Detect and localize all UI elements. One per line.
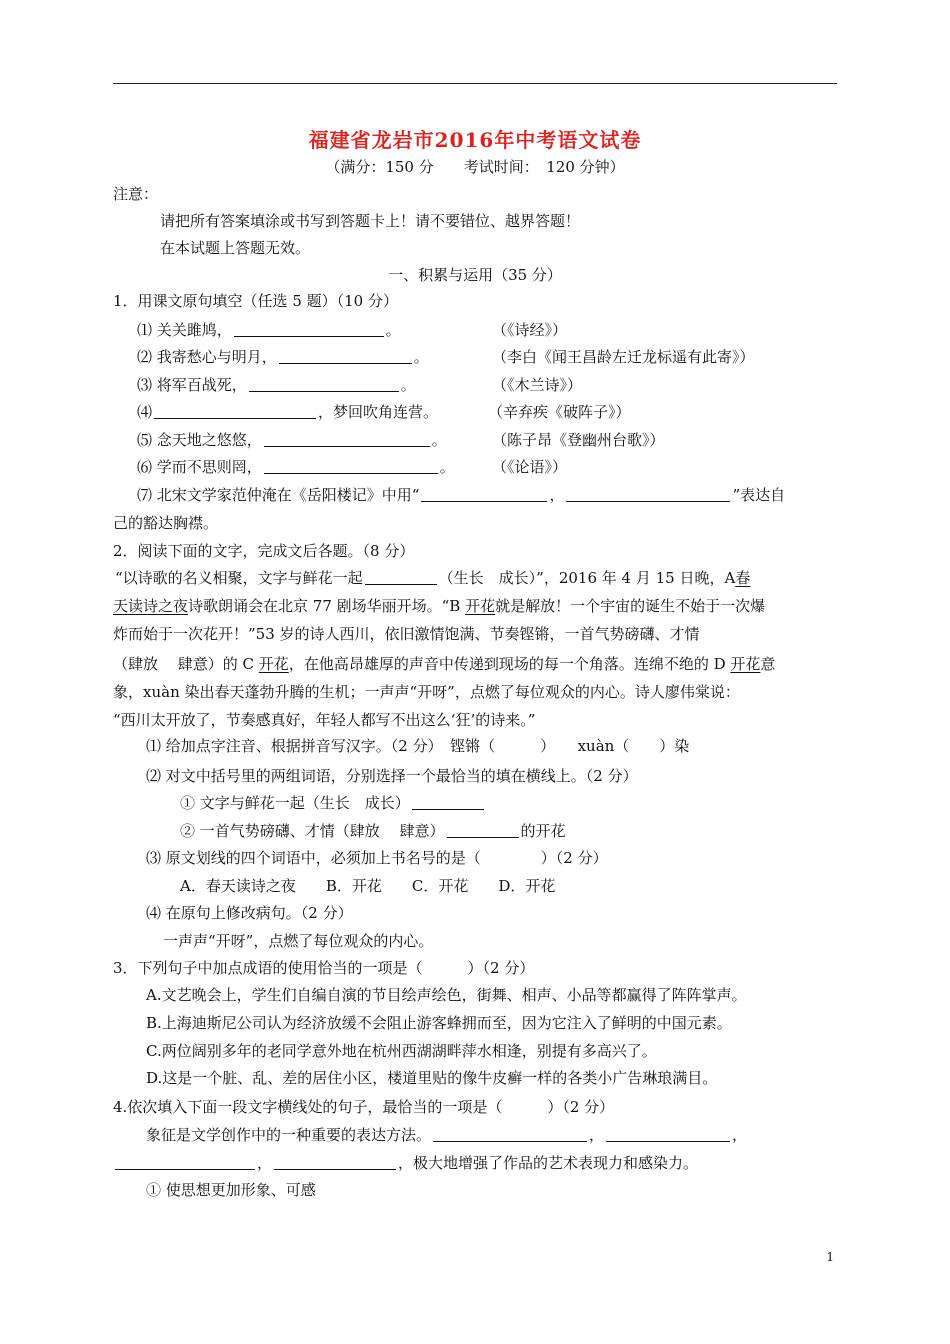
q3-option-d: D.这是一个脏、乱、差的居住小区，楼道里贴的像牛皮癣一样的各类小广告琳琅满目。 bbox=[146, 1069, 718, 1087]
answer-blank[interactable] bbox=[447, 823, 519, 838]
answer-blank[interactable] bbox=[274, 1155, 396, 1170]
q2-para-line-3: 炸而始于一次花开！”53 岁的诗人西川，依旧激情饱满、节奏铿锵，一首气势磅礴、才情 bbox=[113, 625, 700, 643]
header-rule bbox=[113, 83, 837, 84]
exam-info: （满分：150 分 考试时间： 120 分钟） bbox=[325, 158, 625, 176]
q1-item-4: ⑷ ，梦回吹角连营。 bbox=[137, 403, 439, 421]
q1-item-7: ⑺ 北宋文学家范仲淹在《岳阳楼记》中用“ ， ”表达自 bbox=[137, 486, 786, 504]
q2-stem: 2．阅读下面的文字，完成文后各题。（8 分） bbox=[113, 542, 415, 560]
page-title: 福建省龙岩市2016年中考语文试卷 bbox=[308, 128, 642, 152]
q3-stem: 3．下列句子中加点成语的使用恰当的一项是（ ）（2 分） bbox=[113, 959, 535, 977]
answer-blank[interactable] bbox=[264, 432, 430, 447]
notice-label: 注意： bbox=[113, 185, 159, 203]
q2-para-line-6: “西川太开放了，节奏感真好，年轻人都写不出这么‘狂’的诗来。” bbox=[113, 711, 536, 729]
q2-sub-2b: ② 一首气势磅礴、才情（肆放 肆意） 的开花 bbox=[180, 822, 566, 840]
q2-para-line-4: （肆放 肆意）的 C 开花，在他高昂雄厚的声音中传递到现场的每一个角落。连绵不绝的 D 开花意 bbox=[113, 655, 776, 673]
answer-blank[interactable] bbox=[249, 377, 399, 392]
section-1-heading: 一、积累与运用（35 分） bbox=[388, 266, 562, 284]
answer-blank[interactable] bbox=[421, 487, 547, 502]
q4-stem: 4.依次填入下面一段文字横线处的句子，最恰当的一项是（ ）（2 分） bbox=[113, 1098, 615, 1116]
q1-item-7-cont: 己的豁达胸襟。 bbox=[113, 514, 219, 532]
answer-blank[interactable] bbox=[234, 322, 384, 337]
q1-stem: 1．用课文原句填空（任选 5 题）（10 分） bbox=[113, 292, 398, 310]
notice-line-1: 请把所有答案填涂或书写到答题卡上！请不要错位、越界答题！ bbox=[160, 212, 581, 230]
q1-item-1-source: （《诗经》） bbox=[492, 321, 568, 339]
q4-text-line-2: ， ，极大地增强了作品的艺术表现力和感染力。 bbox=[113, 1153, 698, 1173]
q1-item-3-source: （《木兰诗》） bbox=[492, 376, 583, 394]
notice-line-2: 在本试题上答题无效。 bbox=[160, 239, 311, 257]
q1-item-5: ⑸ 念天地之悠悠， 。 bbox=[137, 431, 447, 449]
answer-blank[interactable] bbox=[264, 459, 438, 474]
q4-text-line-1: 象征是文学创作中的一种重要的表达方法。 ， ， bbox=[146, 1126, 748, 1144]
q1-item-2-source: （李白《闻王昌龄左迁龙标遥有此寄》） bbox=[492, 348, 755, 366]
q2-para-line-2: 天读诗之夜诗歌朗诵会在北京 77 剧场华丽开场。“B 开花就是解放！一个宇宙的诞生不始于一次爆 bbox=[113, 597, 766, 615]
q2-para-line-1: “以诗歌的名义相聚，文字与鲜花一起 （生长 成长）”，2016 年 4 月 15 日晚，A春 bbox=[115, 569, 751, 587]
answer-blank[interactable] bbox=[279, 349, 412, 364]
q3-option-c: C.两位阔别多年的老同学意外地在杭州西湖湖畔萍水相逢，别提有多高兴了。 bbox=[146, 1042, 657, 1060]
q2-sub-1: ⑴ 给加点字注音、根据拼音写汉字。（2 分） 铿锵（ ） xuàn（ ）染 bbox=[146, 737, 690, 755]
q3-option-a: A.文艺晚会上，学生们自编自演的节目绘声绘色，街舞、相声、小品等都赢得了阵阵掌声。 bbox=[146, 986, 747, 1004]
page-number: 1 bbox=[826, 1250, 834, 1264]
q1-item-4-source: （辛弃疾《破阵子》） bbox=[488, 403, 631, 421]
answer-blank[interactable] bbox=[412, 795, 484, 810]
answer-blank[interactable] bbox=[115, 1155, 255, 1170]
answer-blank[interactable] bbox=[365, 570, 437, 585]
q2-para-line-5: 象，xuàn 染出春天蓬勃升腾的生机；一声声“开呀”，点燃了每位观众的内心。诗人廖伟棠说： bbox=[113, 683, 740, 701]
q2-sub-3: ⑶ 原文划线的四个词语中，必须加上书名号的是（ ）（2 分） bbox=[146, 849, 608, 867]
q1-item-6: ⑹ 学而不思则罔， 。 bbox=[137, 458, 455, 476]
q2-sub-4-text: 一声声“开呀”，点燃了每位观众的内心。 bbox=[163, 932, 434, 950]
q4-option-1: ① 使思想更加形象、可感 bbox=[146, 1181, 316, 1199]
q2-sub-3-options: A．春天读诗之夜 B．开花 C．开花 D．开花 bbox=[180, 877, 556, 895]
q2-sub-2: ⑵ 对文中括号里的两组词语，分别选择一个最恰当的填在横线上。（2 分） bbox=[146, 767, 638, 785]
q1-item-1: ⑴ 关关雎鸠， 。 bbox=[137, 321, 401, 339]
q1-item-3: ⑶ 将军百战死， 。 bbox=[137, 376, 416, 394]
q1-item-2: ⑵ 我寄愁心与明月， 。 bbox=[137, 348, 429, 366]
answer-blank[interactable] bbox=[433, 1127, 587, 1142]
answer-blank[interactable] bbox=[606, 1127, 730, 1142]
q1-item-5-source: （陈子昂《登幽州台歌》） bbox=[492, 431, 665, 449]
answer-blank[interactable] bbox=[566, 487, 730, 502]
answer-blank[interactable] bbox=[154, 404, 316, 419]
q1-item-6-source: （《论语》） bbox=[492, 458, 568, 476]
q3-option-b: B.上海迪斯尼公司认为经济放缓不会阻止游客蜂拥而至，因为它注入了鲜明的中国元素。 bbox=[146, 1014, 732, 1032]
q2-sub-2a: ① 文字与鲜花一起（生长 成长） bbox=[180, 793, 486, 813]
q2-sub-4: ⑷ 在原句上修改病句。（2 分） bbox=[146, 904, 353, 922]
